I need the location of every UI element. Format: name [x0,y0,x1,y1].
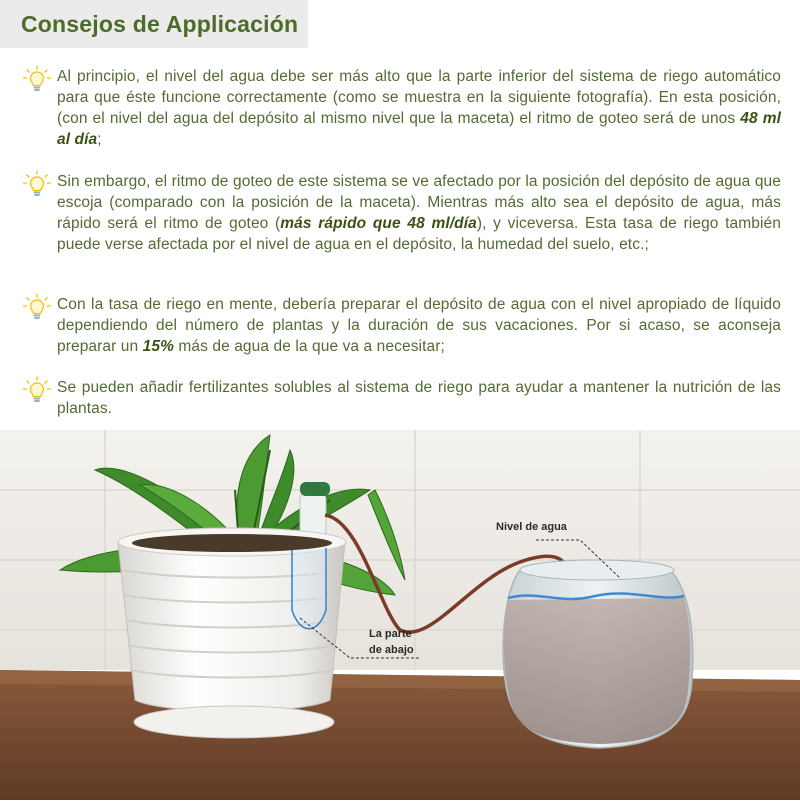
tip-text: Al principio, el nivel del agua debe ser más alto que la parte inferior del sistema de riego automático para que éste funcione correctamente (como se muestra en la siguiente fotografía). En esta posición, (con el nivel del agua del depósito al mismo nivel que la maceta) el ritmo de goteo será de unos 48 ml al día; [57,68,781,148]
tip-text: Se pueden añadir fertilizantes solubles al sistema de riego para ayudar a mantener la nutrición de las plantas. [57,379,781,417]
page-title: Consejos de Applicación [21,11,299,37]
callout-bottom-line1: La parte [369,628,412,640]
tip-highlight: 48 ml al día [57,110,781,148]
lightbulb-icon [22,376,52,406]
tip-highlight: más rápido que 48 ml/día [280,215,477,232]
lightbulb-icon [22,170,52,200]
title-banner [0,0,308,48]
spike-bottom-highlight [292,548,326,629]
callout-bottom-line2: de abajo [369,644,414,656]
tip-text: Sin embargo, el ritmo de goteo de este sistema se ve afectado por la posición del depósito de agua que escoja (comparado con la posición de la maceta). Mientras más alto sea el depósito de agua, más rápido será el ritmo de goteo (más rápido que 48 ml/día), y viceversa. Esta tasa de riego también puede verse afectada por el nivel de agua en el depósito, la humedad del suelo, etc.; [57,173,781,253]
tip-highlight: 15% [142,338,174,355]
product-photo [0,430,800,800]
lightbulb-icon [22,293,52,323]
tip-text: Con la tasa de riego en mente, debería preparar el depósito de agua con el nivel apropiado de líquido dependiendo del número de plantas y la duración de sus vacaciones. Por si acaso, se aconseja preparar un 15% más de agua de la que va a necesitar; [57,296,781,355]
lightbulb-icon [22,65,52,95]
plant-watering-scene [0,430,800,800]
callout-water-level: Nivel de agua [496,521,567,533]
